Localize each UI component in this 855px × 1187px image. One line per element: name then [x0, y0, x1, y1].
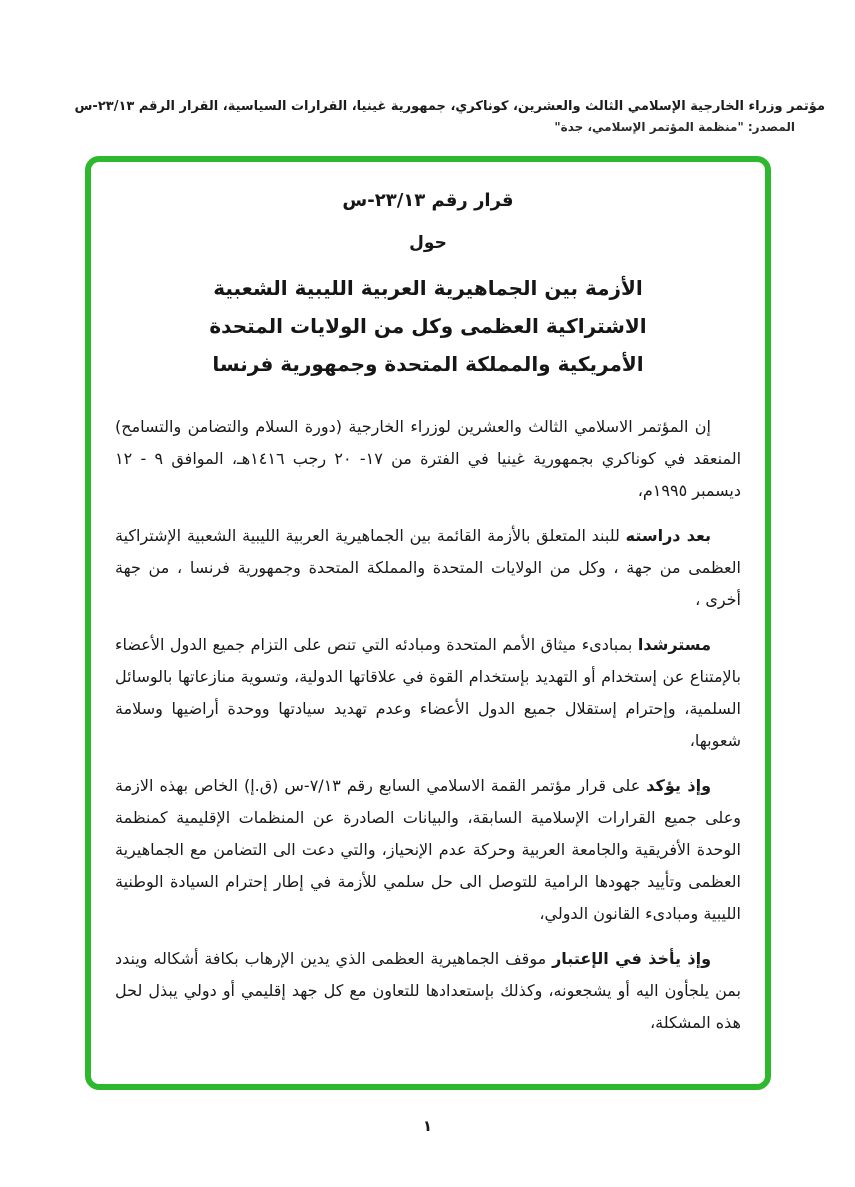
scan-header — [28, 97, 825, 137]
paragraph-text: بمبادىء ميثاق الأمم المتحدة ومبادئه التي تنص على التزام جميع الدول الأعضاء بالإمتناع عن إستخدام أو التهديد بإستخدام القوة في علاقاتها الدولية، وتسوية منازعاتها بالوسائل السلمية، وإحترام إستقلال جميع الدول الأعضاء وعدم تهديد سيادتها ووحدة أراضيها وسلامة شعوبها، — [115, 635, 741, 750]
body-paragraph — [115, 943, 741, 1039]
body-paragraph — [115, 520, 741, 616]
document-title-line: الأمريكية والمملكة المتحدة وجمهورية فرنسا — [212, 352, 644, 376]
paragraph-lead: وإذ يأخذ في الإعتبار — [552, 949, 712, 968]
paragraph-text: للبند المتعلق بالأزمة القائمة بين الجماهيرية العربية الليبية الشعبية الإشتراكية العظمى من جهة ، وكل من الولايات المتحدة والمملكة المتحدة وجمهورية فرنسا ، من جهة أخرى ، — [115, 526, 741, 609]
document-body — [115, 411, 741, 1039]
paragraph-lead: بعد دراسته — [625, 526, 711, 545]
about-label: حول — [409, 233, 447, 253]
resolution-number: قرار رقم ٢٣/١٣-س — [342, 190, 514, 211]
paragraph-text: على قرار مؤتمر القمة الاسلامي السابع رقم ٧/١٣-س (ق.إ) الخاص بهذه الازمة وعلى جميع القرارات الإسلامية السابقة، والبيانات الصادرة عن المنظمات الإقليمية كمنظمة الوحدة الأفريقية والجامعة العربية وحركة عدم الإنحياز، والتي دعت الى التضامن مع الجماهيرية العظمى وتأييد جهودها الرامية للتوصل الى حل سلمي للأزمة في إطار إحترام السيادة الوطنية الليبية ومبادىء القانون الدولي، — [115, 776, 741, 923]
title-block — [115, 190, 741, 383]
paragraph-text: موقف الجماهيرية العظمى الذي يدين الإرهاب بكافة أشكاله ويندد بمن يلجأون اليه أو يشجعونه، وكذلك بإستعدادها للتعاون مع كل جهد إقليمي أو دولي يبذل لحل هذه المشكلة، — [115, 949, 741, 1032]
content-frame — [85, 156, 771, 1090]
document-title-line: الأزمة بين الجماهيرية العربية الليبية الشعبية — [213, 276, 643, 300]
paragraph-lead: مسترشدا — [637, 635, 711, 654]
page-number: ١ — [422, 1117, 433, 1135]
body-paragraph — [115, 629, 741, 757]
paragraph-text: إن المؤتمر الاسلامي الثالث والعشرين لوزراء الخارجية (دورة السلام والتضامن والتسامح) المنعقد في كوناكري بجمهورية غينيا في الفترة من ١٧- ٢٠ رجب ١٤١٦هـ، الموافق ٩ - ١٢ ديسمبر ١٩٩٥م، — [115, 417, 742, 500]
document-title-line: الاشتراكية العظمى وكل من الولايات المتحدة — [209, 314, 647, 338]
body-paragraph — [115, 770, 741, 930]
paragraph-lead: وإذ يؤكد — [646, 776, 712, 795]
body-paragraph — [115, 411, 741, 507]
header-reference-line: مؤتمر وزراء الخارجية الإسلامي الثالث والعشرين، كوناكري، جمهورية غينيا، القرارات السياسية، القرار الرقم ٢٣/١٣-س — [74, 99, 825, 114]
header-source-line: المصدر: "منظمة المؤتمر الإسلامي، جدة" — [554, 119, 795, 134]
